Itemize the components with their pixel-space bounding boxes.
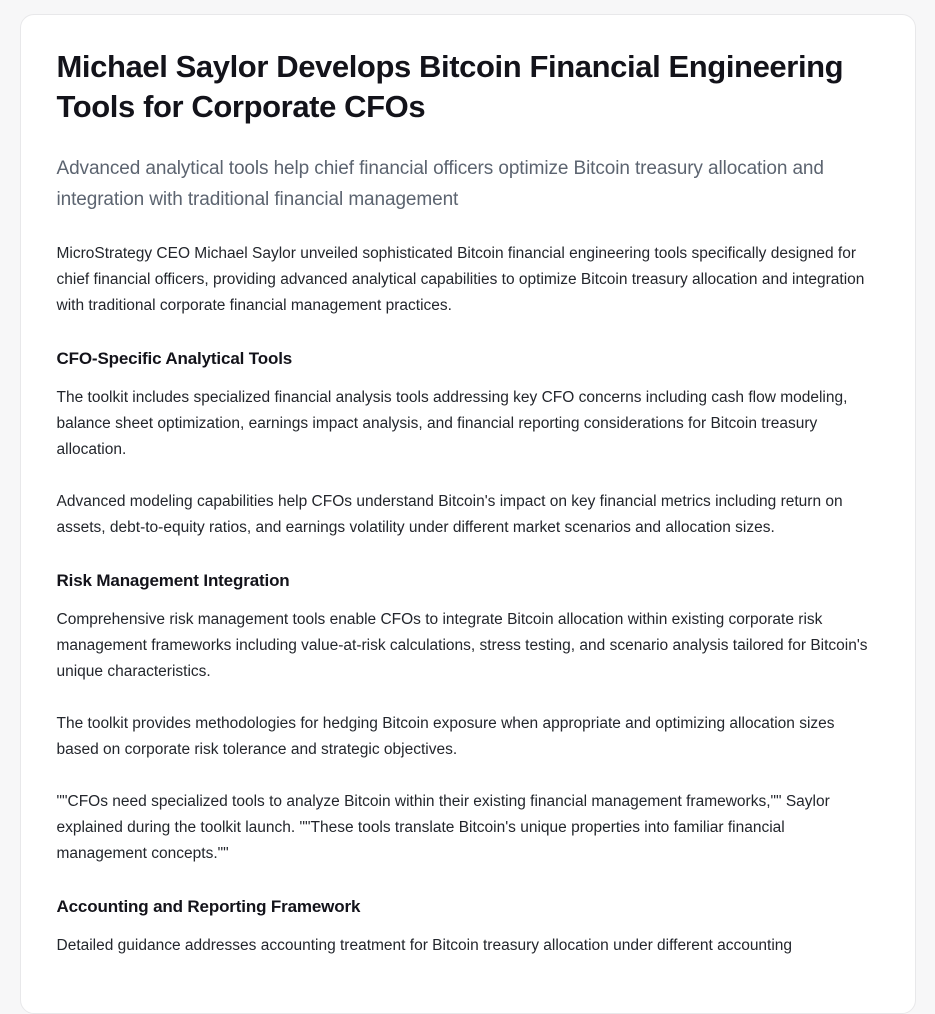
section-heading-accounting-and-reporting-framework: Accounting and Reporting Framework [56,897,361,916]
section-paragraph: Comprehensive risk management tools enable CFOs to integrate Bitcoin allocation within existing corporate risk management frameworks including value-at-risk calculations, stress testing, and scenario analysis tailored for Bitcoin's unique characteristics. [56,611,868,680]
section-paragraph: Advanced modeling capabilities help CFOs understand Bitcoin's impact on key financial metrics including return on assets, debt-to-equity ratios, and earnings volatility under different market scenarios and allocation sizes. [56,493,843,536]
section-paragraph: The toolkit provides methodologies for hedging Bitcoin exposure when appropriate and optimizing allocation sizes based on corporate risk tolerance and strategic objectives. [56,715,835,758]
lead-paragraph: MicroStrategy CEO Michael Saylor unveiled sophisticated Bitcoin financial engineering tools specifically designed for chief financial officers, providing advanced analytical capabilities to optimize Bitcoin treasury allocation and integration with traditional corporate financial management practices. [56,245,865,314]
section-quote-paragraph: ""CFOs need specialized tools to analyze Bitcoin within their existing financial management frameworks,"" Saylor explained during the toolkit launch. ""These tools translate Bitcoin's unique properties into familiar financial management concepts."" [56,793,830,862]
section-paragraph: The toolkit includes specialized financial analysis tools addressing key CFO concerns including cash flow modeling, balance sheet optimization, earnings impact analysis, and financial reporting considerations for Bitcoin treasury allocation. [56,389,848,458]
section-heading-cfo-specific-analytical-tools: CFO-Specific Analytical Tools [56,349,293,368]
page-title: Michael Saylor Develops Bitcoin Financial Engineering Tools for Corporate CFOs [56,49,844,124]
section-heading-risk-management-integration: Risk Management Integration [56,571,290,590]
section-paragraph: Detailed guidance addresses accounting treatment for Bitcoin treasury allocation under different accounting [56,937,793,954]
article-card [20,14,916,1014]
article-subtitle: Advanced analytical tools help chief financial officers optimize Bitcoin treasury allocation and integration with traditional financial management [56,158,824,210]
